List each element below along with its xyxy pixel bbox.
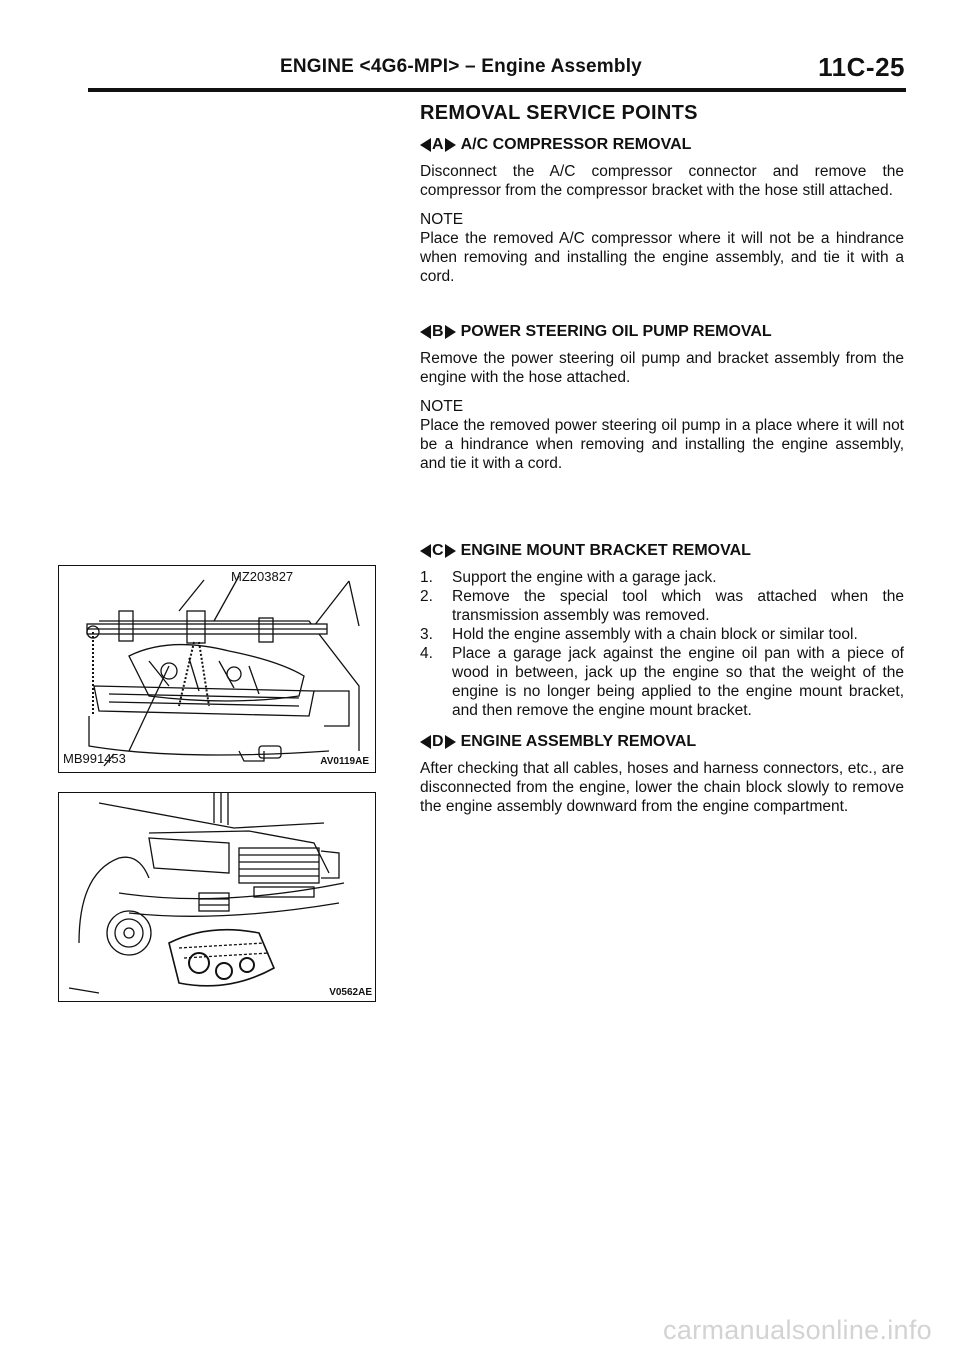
subsection-heading-b: B POWER STEERING OIL PUMP REMOVAL (420, 322, 904, 341)
figure-engine-removal (58, 792, 376, 1002)
paragraph: After checking that all cables, hoses and harness connectors, etc., are disconnected from the engine, lower the chain block slowly to remove the engine assembly downward from the engine compartment. (420, 760, 904, 815)
note-label: NOTE (420, 211, 464, 228)
page-header (0, 0, 960, 92)
subsection-heading-d: D ENGINE ASSEMBLY REMOVAL (420, 732, 904, 751)
section-title: REMOVAL SERVICE POINTS (420, 102, 698, 124)
engine-bay-illustration (59, 566, 375, 772)
right-triangle-icon (445, 735, 456, 749)
list-item: 3. Hold the engine assembly with a chain block or similar tool. (420, 626, 858, 643)
left-triangle-icon (420, 138, 431, 152)
procedure-steps (420, 568, 904, 720)
figure-engine-mount-tool (58, 565, 376, 773)
service-point-marker: D (420, 732, 456, 751)
note-text: Place the removed power steering oil pump in a place where it will not be a hindrance when removing and installing the engine assembly, and tie it with a cord. (420, 417, 904, 472)
subsection-heading-a: A A/C COMPRESSOR REMOVAL (420, 135, 904, 154)
list-item: 4. Place a garage jack against the engine oil pan with a piece of wood in between, jack up the engine so that the weight of the engine is no longer being applied to the engine mount bracket, and then remove the engine mount bracket. (420, 645, 904, 719)
subsection-heading-c: C ENGINE MOUNT BRACKET REMOVAL (420, 541, 904, 560)
tool-label-mb991453: MB991453 (63, 751, 126, 766)
main-content (420, 104, 904, 826)
figure-code: AV0119AE (320, 756, 369, 767)
page-number: 11C-25 (818, 52, 905, 82)
note-label: NOTE (420, 398, 464, 415)
left-triangle-icon (420, 735, 431, 749)
note-text: Place the removed A/C compressor where it will not be a hindrance when removing and installing the engine assembly, and tie it with a cord. (420, 230, 904, 285)
vehicle-front-illustration (59, 793, 375, 1001)
right-triangle-icon (445, 544, 456, 558)
left-triangle-icon (420, 325, 431, 339)
list-item: 2. Remove the special tool which was attached when the transmission assembly was removed. (420, 588, 904, 624)
service-point-marker: B (420, 322, 456, 341)
service-point-marker: A (420, 135, 456, 154)
header-rule (88, 88, 906, 92)
right-triangle-icon (445, 138, 456, 152)
figure-code: V0562AE (329, 987, 372, 998)
list-item: 1. Support the engine with a garage jack. (420, 569, 717, 586)
tool-label-mz203827: MZ203827 (231, 569, 294, 584)
paragraph: Remove the power steering oil pump and bracket assembly from the engine with the hose attached. (420, 350, 904, 386)
header-title: ENGINE <4G6-MPI> – Engine Assembly (280, 56, 642, 77)
watermark: carmanualsonline.info (663, 1315, 932, 1345)
paragraph: Disconnect the A/C compressor connector and remove the compressor from the compressor bracket with the hose still attached. (420, 163, 904, 199)
service-point-marker: C (420, 541, 456, 560)
left-triangle-icon (420, 544, 431, 558)
right-triangle-icon (445, 325, 456, 339)
